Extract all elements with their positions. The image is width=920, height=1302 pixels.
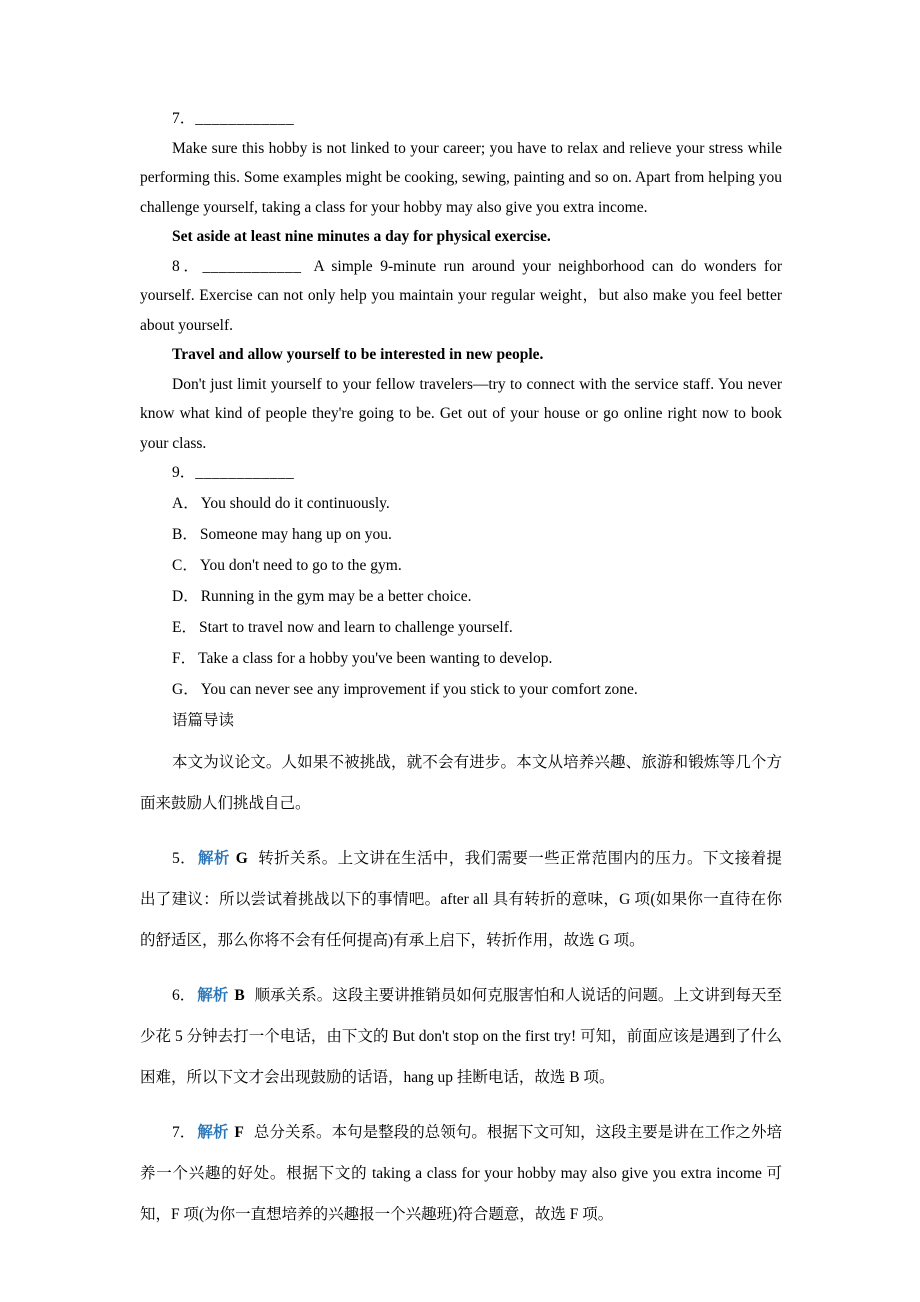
question-9-blank-line <box>140 458 782 488</box>
option-c <box>140 550 782 581</box>
guide-title: 语篇导读 <box>172 711 235 729</box>
question-8-blank: ____________ <box>202 257 302 275</box>
analysis-7-answer: F <box>234 1123 244 1141</box>
paragraph-exercise <box>140 252 782 341</box>
option-e-text: Start to travel now and learn to challenge yourself. <box>198 618 513 636</box>
question-9-number: 9． <box>172 464 196 481</box>
analysis-5-answer: G <box>235 849 248 867</box>
option-g-label: G． <box>172 680 199 698</box>
question-8-text: A simple 9-minute run around your neighborhood can do wonders for yourself. Exercise can not only help you maintain your regular weight，but also make you feel better about yourself. <box>140 257 782 334</box>
analysis-item-7 <box>140 1112 782 1235</box>
option-g-text: You can never see any improvement if you stick to your comfort zone. <box>200 680 638 698</box>
guide-text: 本文为议论文。人如果不被挑战，就不会有进步。本文从培养兴趣、旅游和锻炼等几个方面来鼓励人们挑战自己。 <box>140 753 782 812</box>
option-g <box>140 674 782 705</box>
analysis-7-number: 7． <box>172 1123 196 1141</box>
analysis-5-label: 解析 <box>198 849 230 867</box>
option-d <box>140 581 782 612</box>
analysis-7-text: 总分关系。本句是整段的总领句。根据下文可知，这段主要是讲在工作之外培养一个兴趣的好处。根据下文的 taking a class for your hobby may also give you extra income 可知，F 项(为你一直想培养的兴趣报一个兴趣班)符合题意，故选 F 项。 <box>140 1123 782 1223</box>
paragraph-hobby: Make sure this hobby is not linked to your career; you have to relax and relieve your stress while performing this. Some examples might be cooking, sewing, painting and so on. Apart from helping you challenge yourself, taking a class for your hobby may also give you extra income. <box>140 139 782 216</box>
analysis-item-6 <box>140 975 782 1098</box>
analysis-7-label: 解析 <box>197 1123 229 1141</box>
question-8-number: 8． <box>172 257 203 275</box>
heading-travel: Travel and allow yourself to be interested in new people. <box>172 346 544 363</box>
question-7-number: 7． <box>172 110 196 127</box>
analysis-5-number: 5． <box>172 849 197 867</box>
question-9-blank: ____________ <box>195 464 295 481</box>
option-f <box>140 643 782 674</box>
option-b <box>140 519 782 550</box>
option-d-text: Running in the gym may be a better choice. <box>200 587 472 605</box>
option-e <box>140 612 782 643</box>
option-f-label: F． <box>172 649 197 667</box>
option-d-label: D． <box>172 587 199 605</box>
option-c-label: C． <box>172 556 198 574</box>
heading-exercise: Set aside at least nine minutes a day for physical exercise. <box>172 228 551 245</box>
paragraph-travel: Don't just limit yourself to your fellow travelers—try to connect with the service staff. You never know what kind of people they're going to be. Get out of your house or go online right now to book your class. <box>140 375 782 452</box>
analysis-6-text: 顺承关系。这段主要讲推销员如何克服害怕和人说话的问题。上文讲到每天至少花 5 分钟去打一个电话，由下文的 But don't stop on the first try! 可知，前面应该是遇到了什么困难，所以下文才会出现鼓励的话语，hang up 挂断电话，故选 B 项。 <box>140 986 782 1086</box>
question-7-blank: ____________ <box>195 110 295 127</box>
option-a <box>140 488 782 519</box>
option-f-text: Take a class for a hobby you've been wanting to develop. <box>198 649 553 667</box>
question-7-blank-line <box>140 104 782 134</box>
option-a-label: A． <box>172 494 199 512</box>
analysis-6-number: 6． <box>172 986 196 1004</box>
option-b-label: B． <box>172 525 198 543</box>
analysis-6-answer: B <box>234 986 245 1004</box>
analysis-item-5 <box>140 838 782 961</box>
options-list <box>140 488 782 705</box>
analysis-6-label: 解析 <box>197 986 229 1004</box>
option-e-label: E． <box>172 618 197 636</box>
option-b-text: Someone may hang up on you. <box>199 525 392 543</box>
option-c-text: You don't need to go to the gym. <box>199 556 402 574</box>
option-a-text: You should do it continuously. <box>200 494 390 512</box>
analysis-5-text: 转折关系。上文讲在生活中，我们需要一些正常范围内的压力。下文接着提出了建议：所以尝试着挑战以下的事情吧。after all 具有转折的意味，G 项(如果你一直待在你的舒适区，那么你将不会有任何提高)有承上启下，转折作用，故选 G 项。 <box>140 849 782 949</box>
